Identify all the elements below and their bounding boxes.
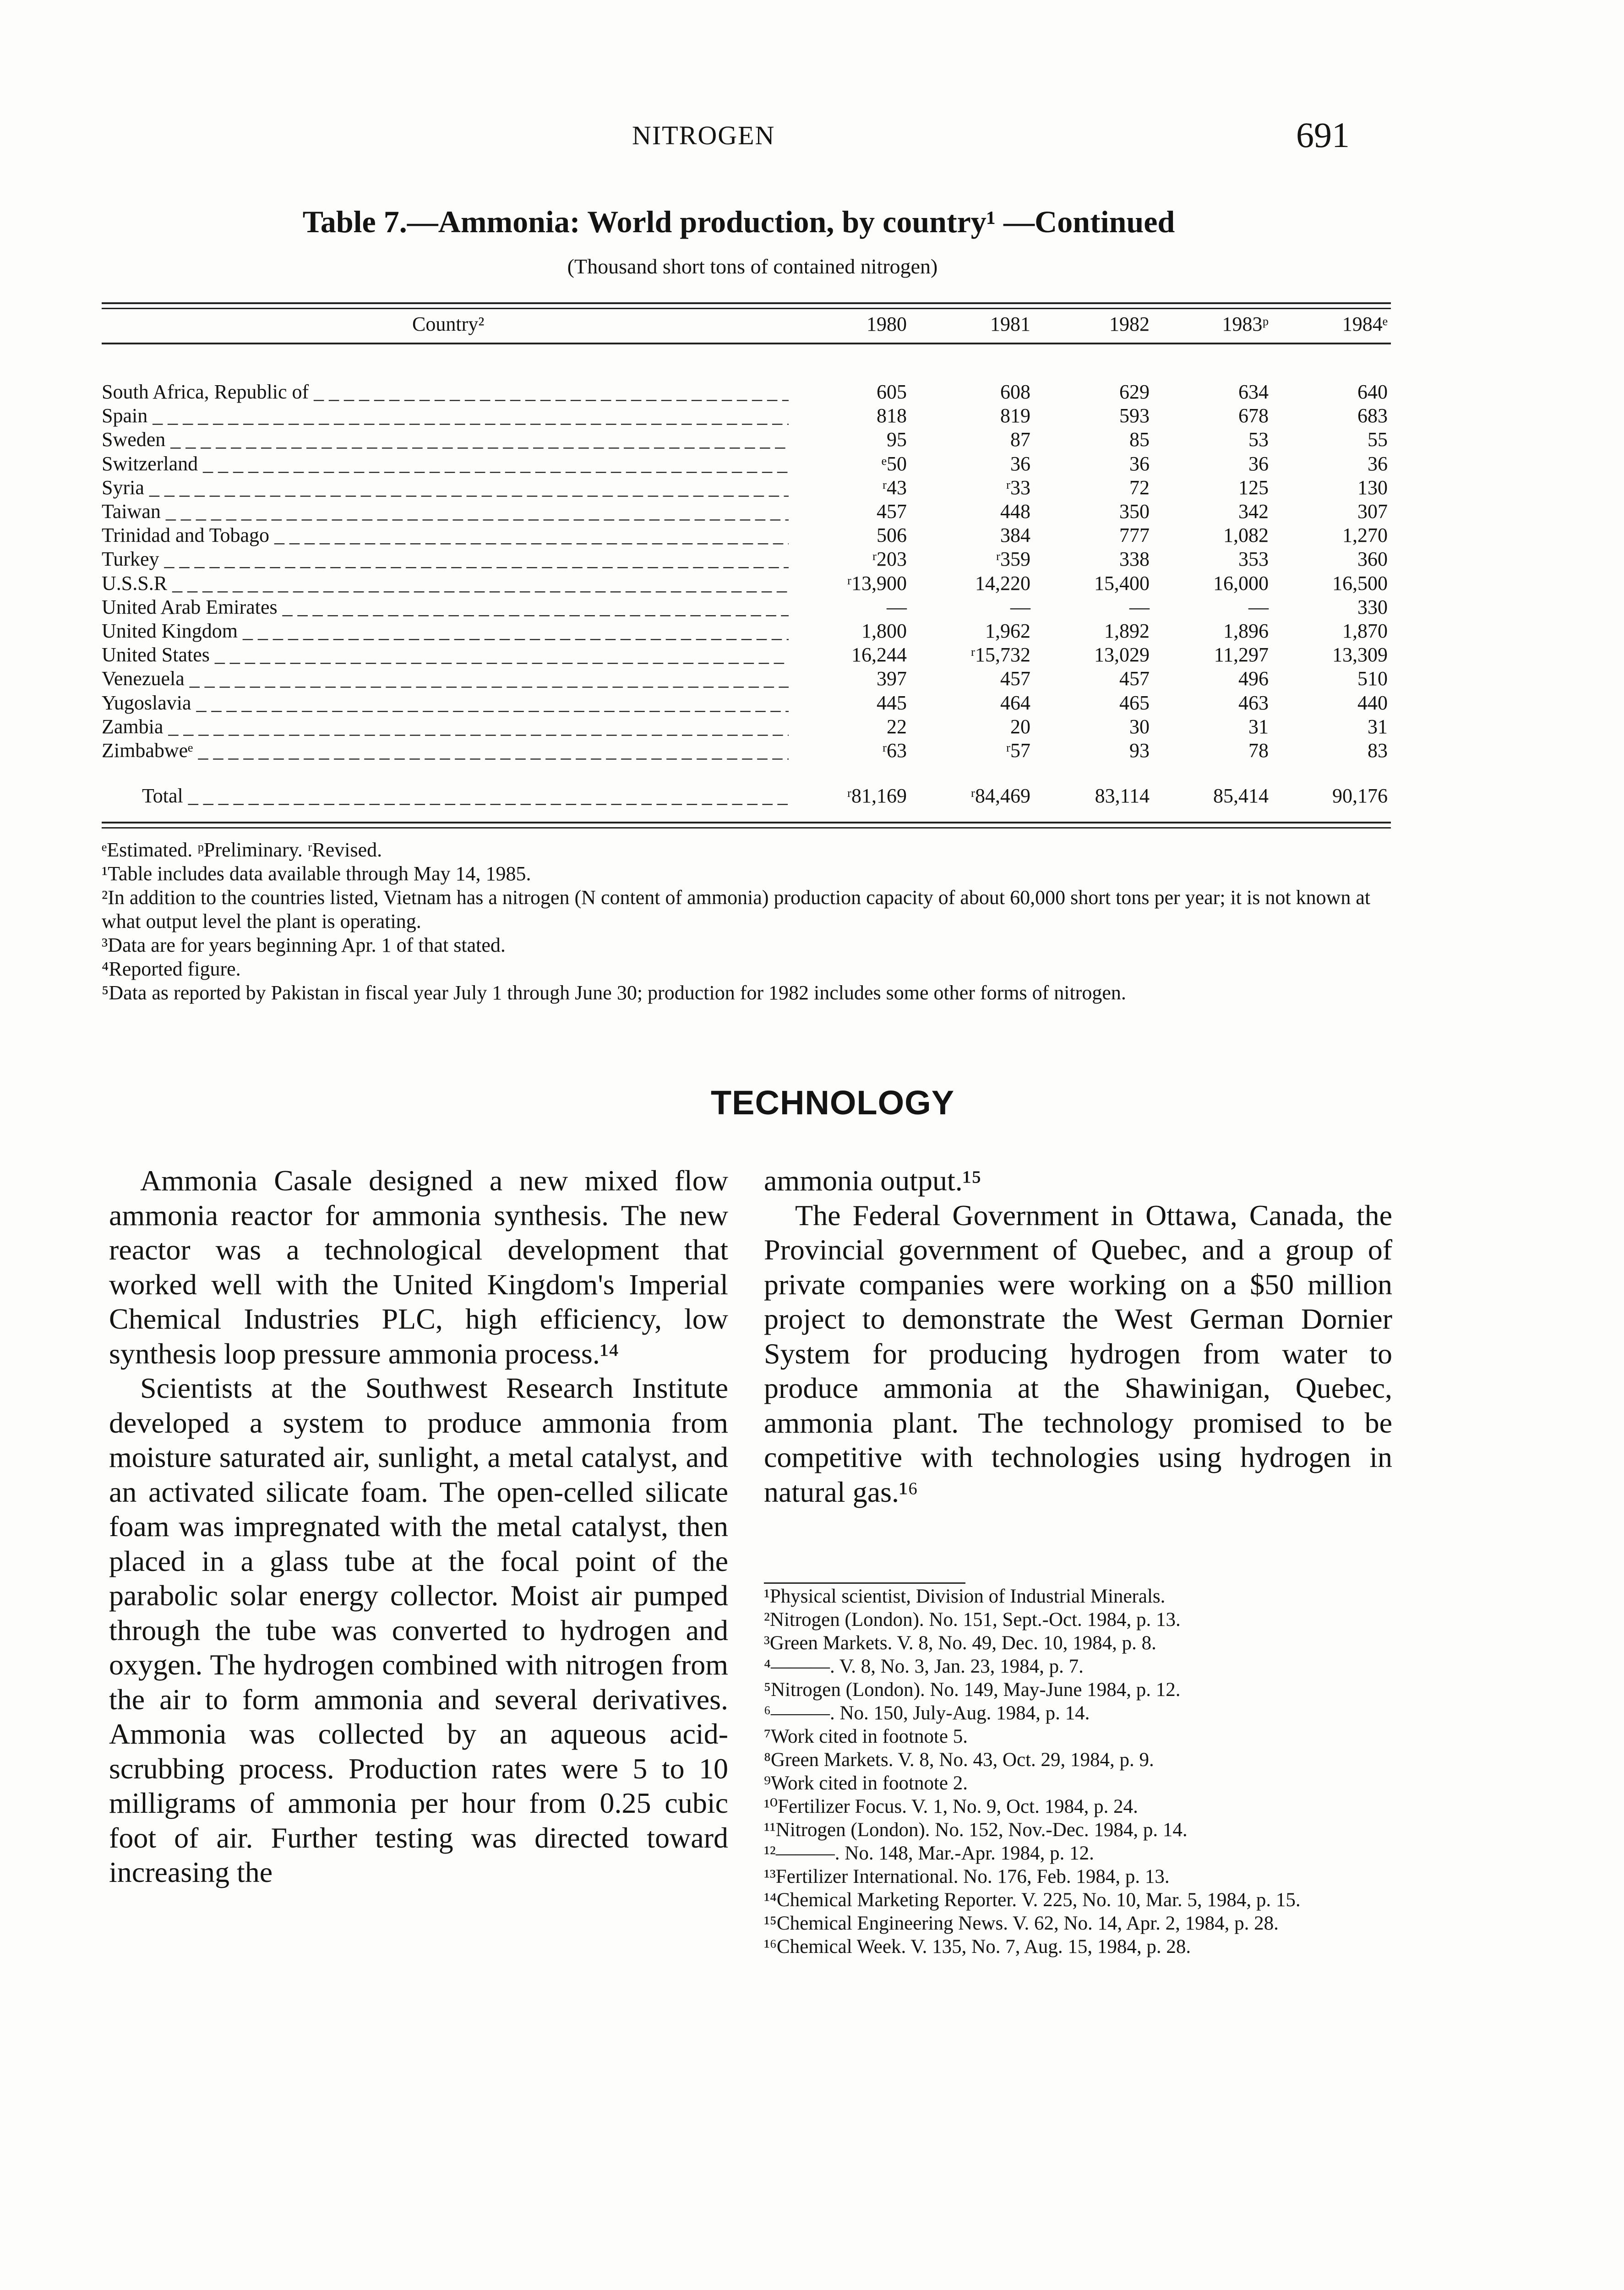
country-cell: Zambia _ _ _: [102, 715, 789, 739]
table-title: Table 7.—Ammonia: World production, by country¹ —Continued: [302, 204, 1175, 239]
country-cell: Turkey _ _ _: [102, 547, 789, 571]
table-note: ᵉEstimated. ᵖPreliminary. ʳRevised.: [102, 839, 382, 861]
value-cell: 15,400: [1094, 572, 1150, 594]
value-cell: —: [1129, 595, 1150, 618]
value-cell: 634: [1238, 381, 1269, 403]
value-cell: 338: [1119, 548, 1150, 571]
value-cell: 1,270: [1342, 524, 1388, 547]
table-row: [102, 667, 1391, 691]
table-row: [102, 715, 1391, 739]
value-cell: 14,220: [975, 572, 1030, 594]
table-bottom-rule: [102, 822, 1391, 823]
value-cell: 1,870: [1342, 620, 1388, 642]
value-cell: 55: [1368, 428, 1388, 451]
value-cell: 87: [1010, 428, 1030, 451]
value-cell: 36: [1129, 452, 1150, 475]
value-cell: 90,176: [1332, 785, 1388, 807]
table-top-rule-inner: [102, 308, 1391, 309]
value-cell: 464: [1000, 691, 1030, 714]
table-row: [102, 428, 1391, 452]
value-cell: 506: [877, 524, 907, 547]
value-cell: 72: [1129, 476, 1150, 499]
country-cell: Spain _ _ _: [102, 404, 789, 428]
country-cell: Yugoslavia _ _ _: [102, 691, 789, 715]
value-cell: 16,244: [851, 643, 907, 666]
value-cell: 16,000: [1213, 572, 1269, 594]
value-cell: 457: [1119, 667, 1150, 690]
value-cell: 640: [1357, 381, 1388, 403]
value-cell: ʳ33: [1006, 476, 1030, 499]
value-cell: 83: [1368, 739, 1388, 762]
footnote: ¹⁴Chemical Marketing Reporter. V. 225, No. 10, Mar. 5, 1984, p. 15.: [764, 1889, 1301, 1911]
country-cell: United Kingdom _ _ _: [102, 619, 789, 643]
column-header-1983: 1983ᵖ: [1222, 313, 1269, 335]
value-cell: 463: [1238, 691, 1269, 714]
table-notes: [102, 838, 1391, 1005]
footnote: ¹¹Nitrogen (London). No. 152, Nov.-Dec. 1984, p. 14.: [764, 1819, 1188, 1841]
value-cell: 93: [1129, 739, 1150, 762]
country-cell: Trinidad and Tobago _ _ _: [102, 523, 789, 547]
value-cell: 678: [1238, 404, 1269, 427]
value-cell: 496: [1238, 667, 1269, 690]
country-cell: Zimbabweᵉ _ _ _: [102, 739, 789, 763]
country-cell: Sweden _ _ _: [102, 428, 789, 452]
value-cell: 31: [1248, 715, 1269, 738]
country-cell: Total _ _ _: [142, 784, 789, 808]
value-cell: 397: [877, 667, 907, 690]
value-cell: 36: [1248, 452, 1269, 475]
footnote: ⁸Green Markets. V. 8, No. 43, Oct. 29, 1984, p. 9.: [764, 1749, 1154, 1771]
value-cell: 683: [1357, 404, 1388, 427]
column-header-country: Country²: [412, 313, 485, 335]
footnote: ¹⁶Chemical Week. V. 135, No. 7, Aug. 15, 1984, p. 28.: [764, 1936, 1191, 1957]
table-total-row: [102, 784, 1391, 808]
value-cell: 36: [1010, 452, 1030, 475]
body-paragraph-continuation: ammonia output.¹⁵: [764, 1164, 982, 1197]
value-cell: 608: [1000, 381, 1030, 403]
body-column-left: [109, 1163, 728, 1890]
footnote: ¹²———. No. 148, Mar.-Apr. 1984, p. 12.: [764, 1843, 1094, 1864]
value-cell: —: [887, 595, 907, 618]
value-cell: ʳ43: [882, 476, 907, 499]
footnote: ¹³Fertilizer International. No. 176, Feb. 1984, p. 13.: [764, 1866, 1170, 1887]
value-cell: 31: [1368, 715, 1388, 738]
body-paragraph: Scientists at the Southwest Research Institute developed a system to produce ammonia from moisture saturated air, sunlight, a metal catalyst, and an activated silicate foam. The open-celled silicate foam was impregnated with the metal catalyst, then placed in a glass tube at the focal point of the parabolic solar energy collector. Moist air pumped through the tube was converted to hydrogen and oxygen. The hydrogen combined with nitrogen from the air to form ammonia and several derivatives. Ammonia was collected by an aqueous acid-scrubbing process. Production rates were 5 to 10 milligrams of ammonia per hour from 0.25 cubic foot of air. Further testing was directed toward increasing the: [109, 1372, 728, 1888]
value-cell: 16,500: [1332, 572, 1388, 594]
value-cell: 342: [1238, 500, 1269, 523]
value-cell: 130: [1357, 476, 1388, 499]
column-header-1984: 1984ᵉ: [1342, 313, 1388, 335]
table-note: ⁴Reported figure.: [102, 958, 241, 980]
footnote-rule: [764, 1582, 965, 1584]
value-cell: 307: [1357, 500, 1388, 523]
table-row: [102, 452, 1391, 476]
value-cell: ʳ203: [872, 548, 907, 571]
value-cell: 1,082: [1223, 524, 1269, 547]
value-cell: ʳ15,732: [970, 643, 1030, 666]
table-row: [102, 404, 1391, 428]
value-cell: 13,029: [1094, 643, 1150, 666]
footnote: ⁷Work cited in footnote 5.: [764, 1726, 968, 1747]
section-heading: TECHNOLOGY: [710, 1084, 955, 1122]
value-cell: 818: [877, 404, 907, 427]
footnote: ⁵Nitrogen (London). No. 149, May-June 1984, p. 12.: [764, 1679, 1181, 1701]
country-cell: Syria _ _ _: [102, 476, 789, 500]
table-row: [102, 523, 1391, 547]
value-cell: 22: [887, 715, 907, 738]
value-cell: ʳ63: [882, 739, 907, 762]
country-cell: Venezuela _ _ _: [102, 667, 789, 691]
table-note: ¹Table includes data available through May 14, 1985.: [102, 862, 531, 885]
table-top-rule: [102, 302, 1391, 304]
value-cell: 605: [877, 381, 907, 403]
value-cell: 85,414: [1213, 785, 1269, 807]
country-cell: United States _ _ _: [102, 643, 789, 667]
table-row: [102, 619, 1391, 643]
value-cell: 819: [1000, 404, 1030, 427]
value-cell: 1,800: [861, 620, 907, 642]
value-cell: 465: [1119, 691, 1150, 714]
value-cell: 440: [1357, 691, 1388, 714]
value-cell: 95: [887, 428, 907, 451]
value-cell: 350: [1119, 500, 1150, 523]
value-cell: 53: [1248, 428, 1269, 451]
value-cell: 30: [1129, 715, 1150, 738]
value-cell: 457: [1000, 667, 1030, 690]
table-row: [102, 500, 1391, 523]
value-cell: 13,309: [1332, 643, 1388, 666]
body-paragraph: The Federal Government in Ottawa, Canada, the Provincial government of Quebec, and a group of private companies were working on a $50 million project to demonstrate the West German Dornier System for producing hydrogen from water to produce ammonia at the Shawinigan, Quebec, ammonia plant. The technology promised to be competitive with technologies using hydrogen in natural gas.¹⁶: [764, 1199, 1392, 1508]
footnotes: [764, 1585, 1392, 1958]
value-cell: ʳ57: [1006, 739, 1030, 762]
value-cell: —: [1248, 595, 1269, 618]
value-cell: 78: [1248, 739, 1269, 762]
value-cell: 384: [1000, 524, 1030, 547]
column-header-1982: 1982: [1109, 313, 1150, 335]
value-cell: 457: [877, 500, 907, 523]
table-row: [102, 547, 1391, 571]
footnote: ³Green Markets. V. 8, No. 49, Dec. 10, 1984, p. 8.: [764, 1632, 1156, 1654]
country-cell: U.S.S.R _ _ _: [102, 572, 789, 595]
country-cell: Taiwan _ _ _: [102, 500, 789, 523]
value-cell: 360: [1357, 548, 1388, 571]
table-row: [102, 572, 1391, 595]
table-note: ²In addition to the countries listed, Vietnam has a nitrogen (N content of ammonia) production capacity of about 60,000 short tons per year; it is not known at what output level the plant is operating.: [102, 886, 1371, 932]
value-cell: 11,297: [1214, 643, 1269, 666]
value-cell: 1,892: [1104, 620, 1150, 642]
value-cell: 510: [1357, 667, 1388, 690]
table-note: ³Data are for years beginning Apr. 1 of that stated.: [102, 934, 506, 956]
table-subtitle: (Thousand short tons of contained nitrogen): [567, 255, 938, 278]
value-cell: 593: [1119, 404, 1150, 427]
country-cell: Switzerland _ _ _: [102, 452, 789, 476]
value-cell: 448: [1000, 500, 1030, 523]
value-cell: ᵉ50: [881, 452, 907, 475]
body-paragraph: Ammonia Casale designed a new mixed flow ammonia reactor for ammonia synthesis. The new reactor was a technological development that worked well with the United Kingdom's Imperial Chemical Industries PLC, high efficiency, low synthesis loop pressure ammonia process.¹⁴: [109, 1164, 728, 1370]
value-cell: 1,962: [985, 620, 1030, 642]
footnote: ²Nitrogen (London). No. 151, Sept.-Oct. 1984, p. 13.: [764, 1609, 1181, 1630]
table-row: [102, 595, 1391, 619]
footnote: ¹⁵Chemical Engineering News. V. 62, No. 14, Apr. 2, 1984, p. 28.: [764, 1913, 1279, 1934]
value-cell: 353: [1238, 548, 1269, 571]
table-header-rule: [102, 343, 1391, 344]
value-cell: 629: [1119, 381, 1150, 403]
table-row: [102, 476, 1391, 500]
footnote: ¹⁰Fertilizer Focus. V. 1, No. 9, Oct. 1984, p. 24.: [764, 1796, 1138, 1817]
value-cell: 330: [1357, 595, 1388, 618]
table-bottom-rule-inner: [102, 827, 1391, 829]
value-cell: 1,896: [1223, 620, 1269, 642]
footnote: ¹Physical scientist, Division of Industrial Minerals.: [764, 1586, 1166, 1607]
column-header-1980: 1980: [866, 313, 907, 335]
value-cell: ʳ81,169: [847, 785, 907, 807]
value-cell: 36: [1368, 452, 1388, 475]
country-cell: South Africa, Republic of _ _ _: [102, 380, 789, 404]
value-cell: 125: [1238, 476, 1269, 499]
value-cell: ʳ359: [996, 548, 1030, 571]
running-head: NITROGEN: [632, 120, 775, 150]
body-column-right: [764, 1163, 1392, 1509]
value-cell: ʳ13,900: [847, 572, 907, 594]
value-cell: —: [1010, 595, 1030, 618]
value-cell: ʳ84,469: [970, 785, 1030, 807]
table-row: [102, 739, 1391, 763]
value-cell: 777: [1119, 524, 1150, 547]
page-number: 691: [1296, 115, 1350, 155]
table-note: ⁵Data as reported by Pakistan in fiscal year July 1 through June 30; production for 1982 includes some other forms of nitrogen.: [102, 981, 1126, 1004]
value-cell: 20: [1010, 715, 1030, 738]
footnote: ⁴———. V. 8, No. 3, Jan. 23, 1984, p. 7.: [764, 1656, 1084, 1677]
footnote: ⁹Work cited in footnote 2.: [764, 1772, 968, 1794]
column-header-1981: 1981: [990, 313, 1030, 335]
table-row: [102, 691, 1391, 715]
value-cell: 83,114: [1095, 785, 1150, 807]
table-row: [102, 643, 1391, 667]
table-row: [102, 380, 1391, 404]
value-cell: 85: [1129, 428, 1150, 451]
country-cell: United Arab Emirates _ _ _: [102, 595, 789, 619]
footnote: ⁶———. No. 150, July-Aug. 1984, p. 14.: [764, 1702, 1090, 1724]
value-cell: 445: [877, 691, 907, 714]
